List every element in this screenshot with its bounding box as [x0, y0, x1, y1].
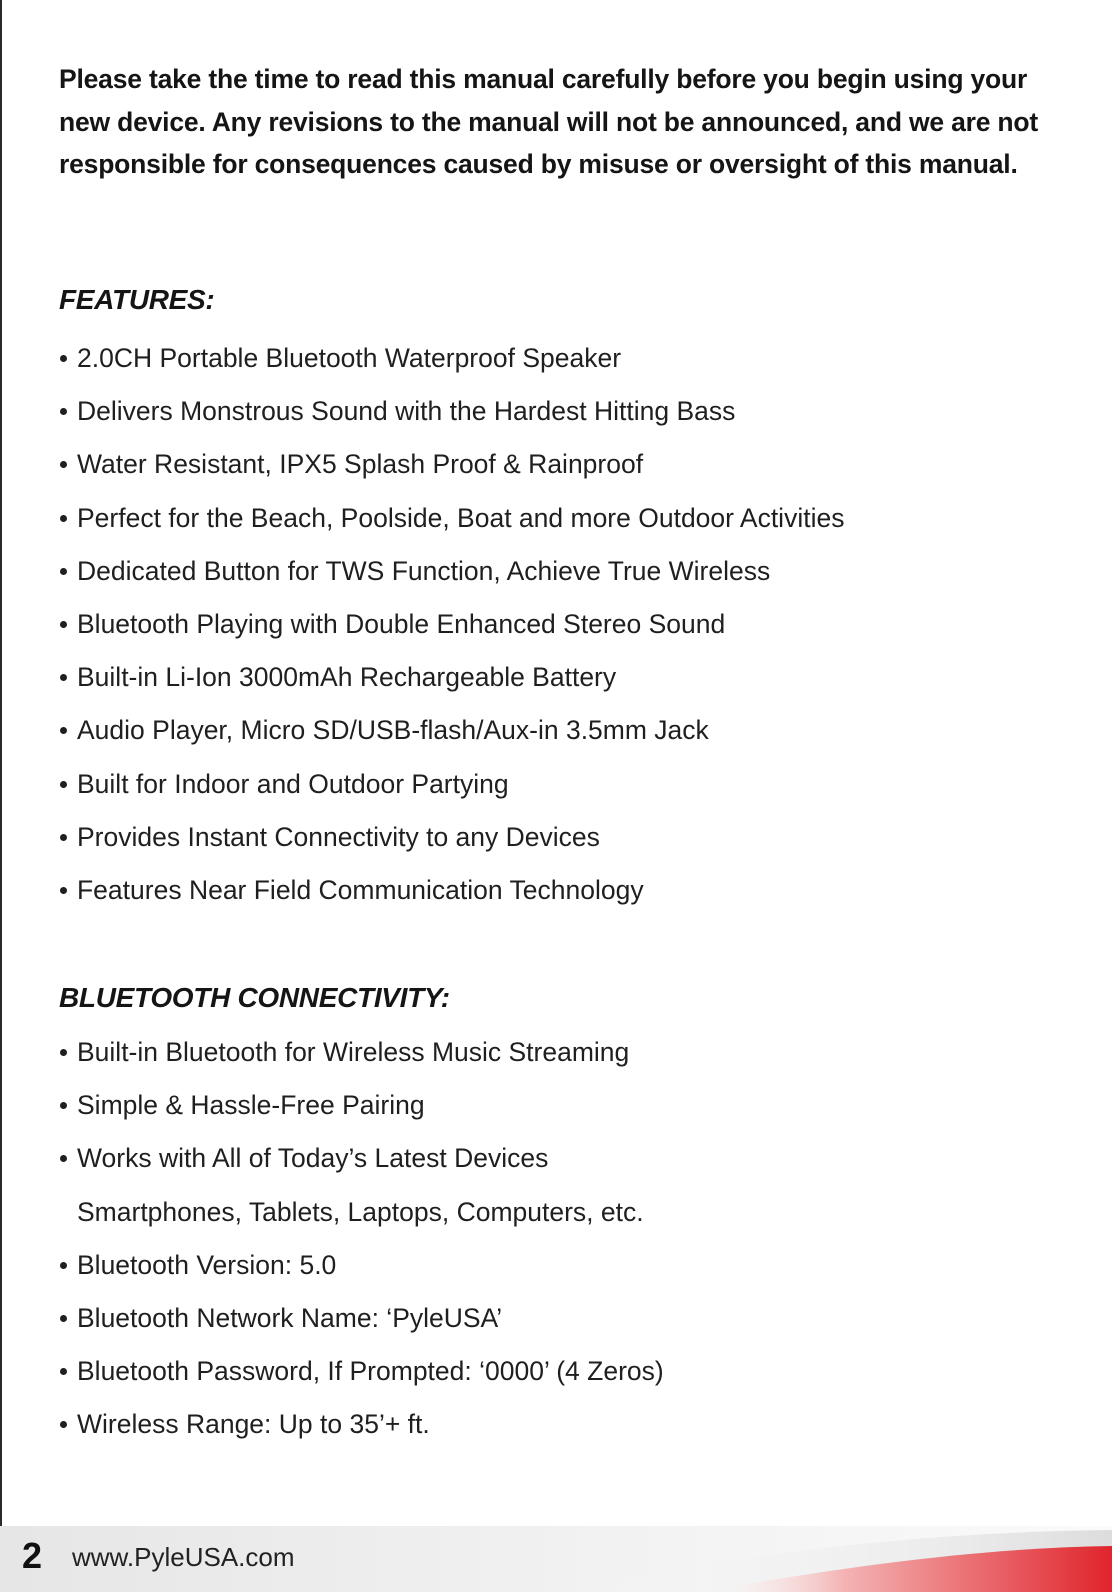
list-item: Perfect for the Beach, Poolside, Boat and more Outdoor Activities — [59, 501, 844, 554]
list-item: Wireless Range: Up to 35’+ ft. — [59, 1407, 664, 1460]
list-item: Bluetooth Password, If Prompted: ‘0000’ (4 Zeros) — [59, 1354, 664, 1407]
list-item-continuation: Smartphones, Tablets, Laptops, Computers, etc. — [77, 1196, 644, 1227]
list-item: Works with All of Today’s Latest Devices — [59, 1141, 664, 1194]
intro-paragraph: Please take the time to read this manual carefully before you begin using your new device. Any revisions to the manual will not be announced, and we are not responsible for consequences caused by misuse or oversight of this manual. — [59, 64, 1039, 179]
footer-url: www.PyleUSA.com — [72, 1542, 295, 1572]
list-item: Dedicated Button for TWS Function, Achieve True Wireless — [59, 554, 844, 607]
features-list — [59, 341, 844, 926]
list-item: Simple & Hassle-Free Pairing — [59, 1088, 664, 1141]
list-item: Audio Player, Micro SD/USB-flash/Aux-in 3.5mm Jack — [59, 713, 844, 766]
list-item: Water Resistant, IPX5 Splash Proof & Rainproof — [59, 447, 844, 500]
list-item: Built for Indoor and Outdoor Partying — [59, 767, 844, 820]
list-item: Delivers Monstrous Sound with the Hardest Hitting Bass — [59, 394, 844, 447]
page-footer — [0, 1520, 1112, 1592]
list-item: Built-in Li-Ion 3000mAh Rechargeable Battery — [59, 660, 844, 713]
bluetooth-list — [59, 1035, 664, 1461]
page-number: 2 — [22, 1535, 43, 1576]
list-item: Features Near Field Communication Technology — [59, 873, 844, 926]
bluetooth-connectivity-heading: BLUETOOTH CONNECTIVITY: — [59, 982, 450, 1013]
list-item: Bluetooth Playing with Double Enhanced Stereo Sound — [59, 607, 844, 660]
list-item: Provides Instant Connectivity to any Devices — [59, 820, 844, 873]
page-left-border — [0, 0, 2, 1592]
list-item: 2.0CH Portable Bluetooth Waterproof Speaker — [59, 341, 844, 394]
list-item: Built-in Bluetooth for Wireless Music Streaming — [59, 1035, 664, 1088]
list-item: Bluetooth Version: 5.0 — [59, 1248, 664, 1301]
list-item: Bluetooth Network Name: ‘PyleUSA’ — [59, 1301, 664, 1354]
features-heading: FEATURES: — [59, 284, 215, 315]
